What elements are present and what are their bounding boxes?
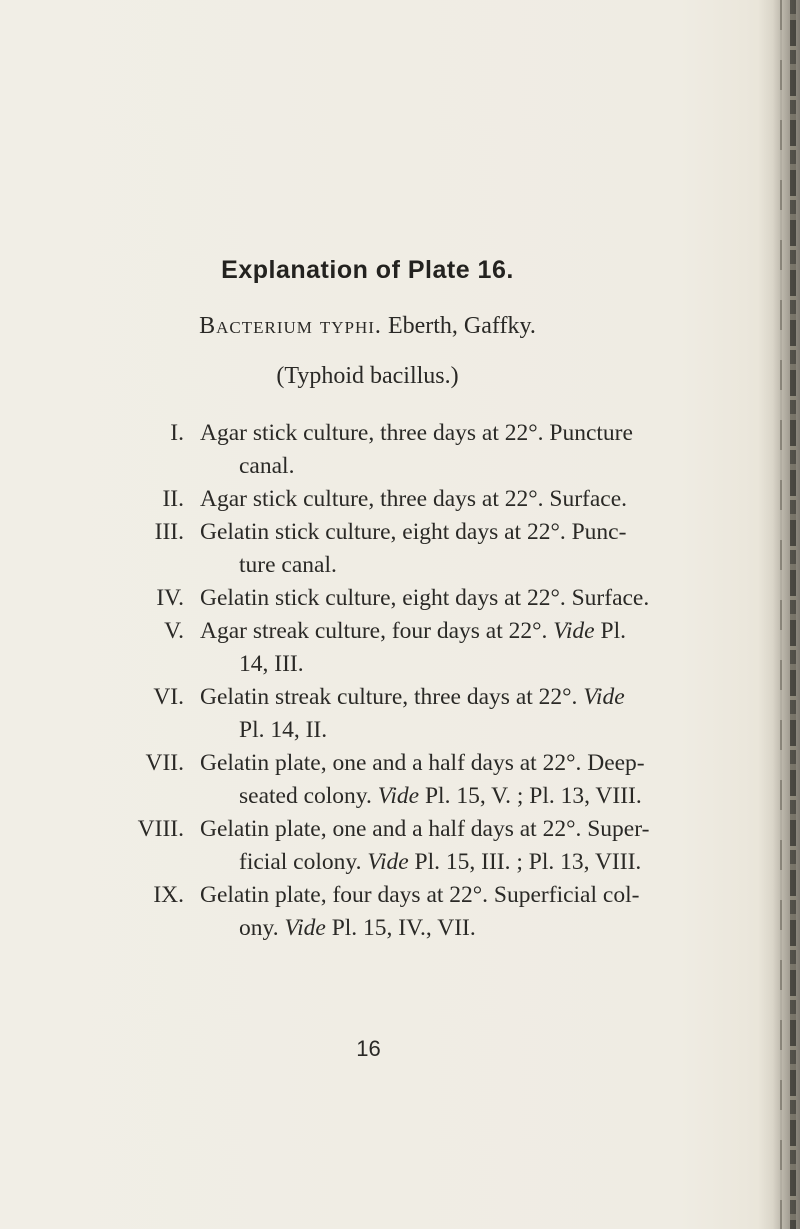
description-line: [200, 450, 730, 483]
plate-reference: Pl.: [594, 618, 626, 644]
vide-reference: Vide: [367, 849, 409, 875]
figure-entry: [0, 813, 800, 879]
organism-heading: [0, 313, 735, 340]
figure-entry: [0, 582, 800, 615]
common-name: (Typhoid bacillus.): [276, 363, 459, 389]
organism-name: Bacterium typhi.: [199, 313, 382, 339]
description-line: [200, 549, 730, 582]
description-text: ture canal.: [239, 552, 337, 578]
description-line: [200, 813, 730, 846]
vide-reference: Vide: [377, 783, 420, 809]
description-line: [200, 747, 730, 780]
figure-numeral: IV.: [156, 585, 184, 611]
vide-reference: Vide: [553, 618, 595, 644]
description-line: [200, 648, 730, 681]
figure-entry: [0, 516, 800, 582]
description-text: ony.: [239, 915, 285, 941]
figure-numeral: VII.: [145, 750, 184, 776]
description-text: Agar stick culture, three days at 22°. Puncture: [200, 420, 633, 446]
figure-numeral: III.: [154, 519, 184, 545]
figure-description: [200, 747, 730, 813]
page-number: 16: [356, 1036, 381, 1061]
description-line: [200, 417, 730, 450]
figure-description: [200, 483, 730, 516]
figure-entry: [0, 879, 800, 945]
description-text: Agar streak culture, four days at 22°.: [200, 618, 554, 644]
figure-description: [200, 615, 730, 681]
figure-numeral: IX.: [153, 882, 184, 908]
figure-entry: [0, 681, 800, 747]
description-line: [200, 516, 730, 549]
description-line: [200, 846, 730, 879]
figure-numeral: VIII.: [137, 816, 184, 842]
figure-description: [200, 813, 730, 879]
description-line: [200, 780, 730, 813]
figure-entry: [0, 417, 800, 483]
description-line: [200, 714, 730, 747]
figure-description: [200, 417, 730, 483]
description-line: [200, 483, 730, 516]
vide-reference: Vide: [284, 915, 326, 941]
description-line: [200, 879, 730, 912]
figure-entry: [0, 483, 800, 516]
figure-entry: [0, 615, 800, 681]
description-line: [200, 912, 730, 945]
figure-description: [200, 516, 730, 582]
figure-description: [200, 681, 730, 747]
description-text: Gelatin plate, one and a half days at 22°. Super-: [200, 816, 650, 842]
figure-numeral: II.: [162, 486, 184, 512]
plate-heading: Explanation of Plate 16.: [221, 256, 514, 284]
figure-entry: [0, 747, 800, 813]
figure-list: [0, 417, 800, 945]
description-text: canal.: [239, 453, 295, 479]
description-text: Gelatin stick culture, eight days at 22°. Punc-: [200, 519, 627, 545]
figure-description: [200, 879, 730, 945]
plate-reference: Pl. 15, V. ; Pl. 13, VIII.: [419, 783, 642, 809]
description-text: Pl. 14, II.: [239, 717, 328, 743]
description-line: [200, 681, 730, 714]
description-text: Gelatin stick culture, eight days at 22°. Surface.: [200, 585, 650, 611]
description-line: [200, 615, 730, 648]
figure-numeral: VI.: [153, 684, 184, 710]
description-text: Gelatin streak culture, three days at 22°.: [200, 684, 584, 710]
description-text: 14, III.: [239, 651, 304, 677]
description-text: Gelatin plate, four days at 22°. Superficial col-: [200, 882, 640, 908]
figure-numeral: I.: [170, 420, 184, 446]
description-line: [200, 582, 730, 615]
plate-reference: Pl. 15, III. ; Pl. 13, VIII.: [408, 849, 642, 875]
description-text: seated colony.: [239, 783, 378, 809]
description-text: ficial colony.: [239, 849, 368, 875]
vide-reference: Vide: [583, 684, 625, 710]
figure-numeral: V.: [164, 618, 184, 644]
organism-authors: Eberth, Gaffky.: [387, 313, 536, 339]
plate-reference: Pl. 15, IV., VII.: [325, 915, 476, 941]
figure-description: [200, 582, 730, 615]
description-text: Agar stick culture, three days at 22°. Surface.: [200, 486, 628, 512]
description-text: Gelatin plate, one and a half days at 22°. Deep-: [200, 750, 645, 776]
